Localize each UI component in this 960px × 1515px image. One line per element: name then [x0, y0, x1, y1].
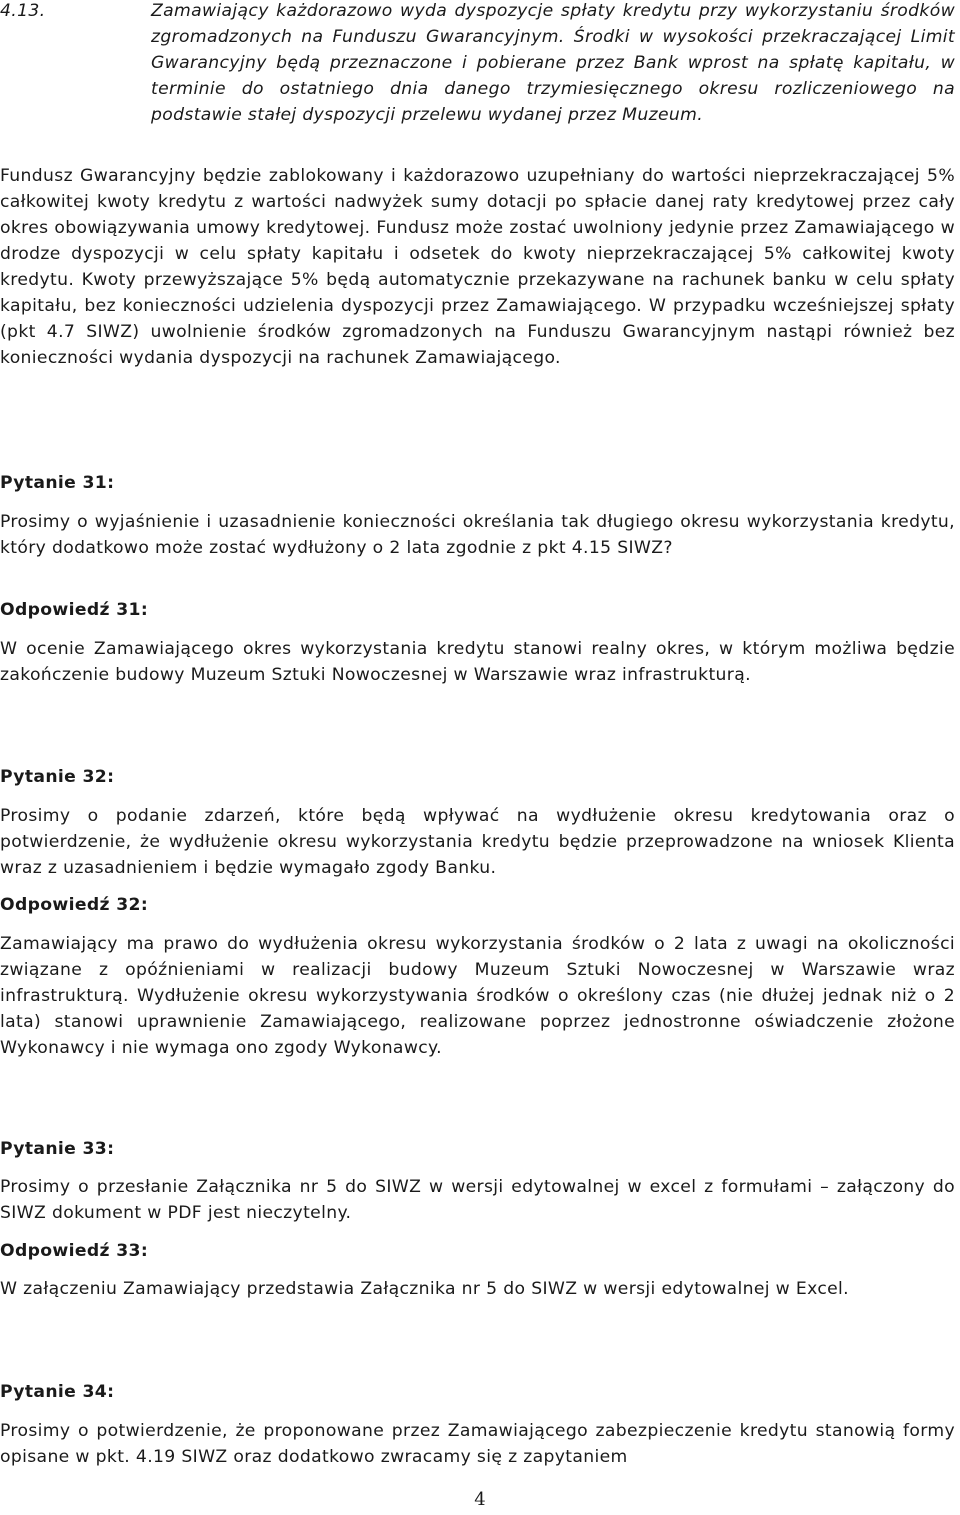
question-32-text: Prosimy o podanie zdarzeń, które będą wpływać na wydłużenie okresu kredytowania oraz o potwierdzenie, że wydłużenie okresu wykorzystania kredytu będzie przeprowadzone na wniosek Klienta wraz z uzasadnieniem i będzie wymagało zgody Banku. [0, 806, 955, 878]
question-33-text: Prosimy o przesłanie Załącznika nr 5 do SIWZ w wersji edytowalnej w excel z formułami – załączony do SIWZ dokument w PDF jest nieczytelny. [0, 1177, 955, 1223]
fundusz-paragraph: Fundusz Gwarancyjny będzie zablokowany i każdorazowo uzupełniany do wartości nieprzekraczającej 5% całkowitej kwoty kredytu z wartości nadwyżek sumy dotacji po spłacie danej raty kredytowej przez cały okres obowiązywania umowy kredytowej. Fundusz może zostać uwolniony jedynie przez Zamawiającego w drodze dyspozycji w celu spłaty kapitału i odsetek do kwoty nieprzekraczającej 5% całkowitej kwoty kredytu. Kwoty przewyższające 5% będą automatycznie przekazywane na rachunek banku w celu spłaty kapitału, bez konieczności udzielenia dyspozycji przez Zamawiającego. W przypadku wcześniejszej spłaty (pkt 4.7 SIWZ) uwolnienie środków zgromadzonych na Funduszu Gwarancyjnym nastąpi również bez konieczności wydania dyspozycji na rachunek Zamawiającego. [0, 166, 955, 368]
question-31-heading: Pytanie 31: [0, 473, 115, 493]
answer-32-heading: Odpowiedź 32: [0, 895, 149, 915]
answer-33-text: W załączeniu Zamawiający przedstawia Załącznika nr 5 do SIWZ w wersji edytowalnej w Excel. [0, 1279, 849, 1299]
item-4-13-number: 4.13. [0, 1, 46, 21]
answer-32-text: Zamawiający ma prawo do wydłużenia okresu wykorzystania środków o 2 lata z uwagi na okoliczności związane z opóźnieniami w realizacji budowy Muzeum Sztuki Nowoczesnej w Warszawie wraz infrastrukturą. Wydłużenie okresu wykorzystywania środków o określony czas (nie dłużej jednak niż o 2 lata) stanowi uprawnienie Zamawiającego, realizowane poprzez jednostronne oświadczenie złożone Wykonawcy i nie wymaga ono zgody Wykonawcy. [0, 934, 955, 1058]
answer-33-heading: Odpowiedź 33: [0, 1241, 149, 1261]
question-32-heading: Pytanie 32: [0, 767, 115, 787]
answer-31-text: W ocenie Zamawiającego okres wykorzystania kredytu stanowi realny okres, w którym możliwa będzie zakończenie budowy Muzeum Sztuki Nowoczesnej w Warszawie wraz infrastrukturą. [0, 639, 955, 685]
question-31-text: Prosimy o wyjaśnienie i uzasadnienie konieczności określania tak długiego okresu wykorzystania kredytu, który dodatkowo może zostać wydłużony o 2 lata zgodnie z pkt 4.15 SIWZ? [0, 512, 955, 558]
question-34-heading: Pytanie 34: [0, 1382, 115, 1402]
page-number: 4 [474, 1489, 486, 1510]
question-34-text: Prosimy o potwierdzenie, że proponowane przez Zamawiającego zabezpieczenie kredytu stanowią formy opisane w pkt. 4.19 SIWZ oraz dodatkowo zwracamy się z zapytaniem [0, 1421, 955, 1467]
item-4-13-text: Zamawiający każdorazowo wyda dyspozycje spłaty kredytu przy wykorzystaniu środków zgromadzonych na Funduszu Gwarancyjnym. Środki w wysokości przekraczającej Limit Gwarancyjny będą przeznaczone i pobierane przez Bank wprost na spłatę kapitału, w terminie do ostatniego dnia danego trzymiesięcznego okresu rozliczeniowego na podstawie stałej dyspozycji przelewu wydanej przez Muzeum. [151, 1, 955, 125]
question-33-heading: Pytanie 33: [0, 1139, 115, 1159]
answer-31-heading: Odpowiedź 31: [0, 600, 149, 620]
